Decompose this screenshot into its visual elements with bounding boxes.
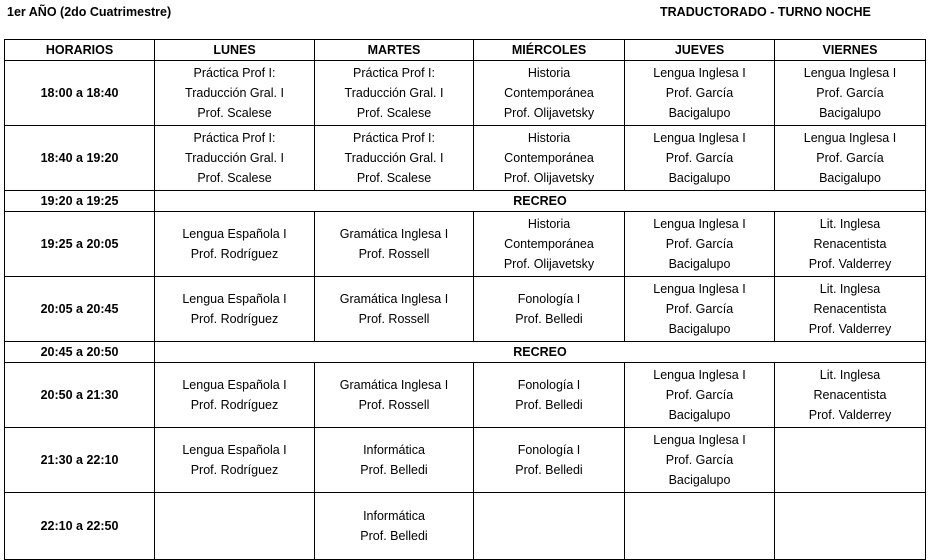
class-cell (474, 212, 625, 277)
class-cell (155, 277, 315, 342)
class-cell-line: Prof. Belledi (515, 463, 583, 477)
class-cell-line: Lengua Española I (182, 378, 287, 392)
class-cell-line: Renacentista (813, 302, 887, 316)
class-cell-line: Informática (363, 509, 425, 523)
class-cell (775, 493, 926, 560)
class-cell (474, 126, 625, 191)
class-cell-line: Prof. García (816, 86, 884, 100)
class-cell (315, 277, 474, 342)
class-cell-line: Lit. Inglesa (819, 217, 881, 231)
time-slot: 20:45 a 20:50 (5, 342, 155, 363)
class-cell-line: Gramática Inglesa I (339, 292, 449, 306)
class-cell-line: Prof. Rodríguez (190, 398, 279, 412)
class-cell-line: Prof. García (665, 86, 734, 100)
class-cell-line: Prof. Scalese (356, 106, 432, 120)
class-cell-line: Prof. Rodríguez (190, 463, 279, 477)
class-cell-line: Historia (527, 131, 571, 145)
class-cell-line: Traducción Gral. I (185, 86, 284, 100)
class-cell-line: Lit. Inglesa (819, 282, 881, 296)
class-cell (155, 428, 315, 493)
time-slot: 20:50 a 21:30 (5, 363, 155, 428)
class-cell-line: Lengua Inglesa I (803, 131, 897, 145)
class-cell-line: Prof. Belledi (360, 529, 428, 543)
class-cell-line: Historia (527, 217, 571, 231)
class-cell-line: Prof. Rossell (358, 312, 430, 326)
time-slot: 18:40 a 19:20 (5, 126, 155, 191)
class-cell-line: Prof. Rossell (358, 247, 430, 261)
class-cell-line: Lengua Española I (182, 292, 287, 306)
table-row (5, 363, 926, 428)
class-cell (775, 428, 926, 493)
class-cell (474, 363, 625, 428)
col-header-horarios: HORARIOS (5, 40, 155, 61)
class-cell (155, 61, 315, 126)
class-cell-line: Prof. Scalese (356, 171, 432, 185)
table-row (5, 493, 926, 560)
table-row (5, 277, 926, 342)
class-cell-line: Informática (363, 443, 425, 457)
table-row (5, 342, 926, 363)
class-cell (315, 363, 474, 428)
class-cell (625, 61, 775, 126)
class-cell-line: Prof. Rodríguez (190, 247, 279, 261)
class-cell (474, 277, 625, 342)
time-slot: 22:10 a 22:50 (5, 493, 155, 560)
class-cell-line: Bacigalupo (668, 322, 731, 336)
class-cell-line: Lit. Inglesa (819, 368, 881, 382)
class-cell-line: Lengua Española I (182, 227, 287, 241)
class-cell-line: Bacigalupo (819, 171, 881, 185)
class-cell-line: Prof. García (665, 453, 734, 467)
time-slot: 19:20 a 19:25 (5, 191, 155, 212)
class-cell-line: Lengua Inglesa I (653, 282, 746, 296)
class-cell-line: Prof. Rodríguez (190, 312, 279, 326)
class-cell-line: Prof. Rossell (358, 398, 430, 412)
class-cell-line: Prof. García (816, 151, 884, 165)
class-cell-line: Prof. García (665, 237, 734, 251)
schedule-title: 1er AÑO (2do Cuatrimestre) (7, 5, 172, 19)
class-cell-line: Prof. Olijavetsky (503, 257, 595, 271)
class-cell (155, 212, 315, 277)
class-cell (775, 277, 926, 342)
class-cell-line: Lengua Española I (182, 443, 287, 457)
time-slot: 19:25 a 20:05 (5, 212, 155, 277)
class-cell-line: Bacigalupo (668, 473, 731, 487)
class-cell-line: Prof. Valderrey (808, 322, 892, 336)
col-header-martes: MARTES (315, 40, 474, 61)
class-cell-line: Renacentista (813, 388, 887, 402)
class-cell (155, 363, 315, 428)
class-cell (775, 212, 926, 277)
class-cell-line: Lengua Inglesa I (653, 131, 746, 145)
class-cell-line: Lengua Inglesa I (653, 368, 746, 382)
col-header-miercoles: MIÉRCOLES (474, 40, 625, 61)
class-cell-line: Prof. Olijavetsky (503, 106, 595, 120)
class-cell-line: Prof. Belledi (360, 463, 428, 477)
col-header-jueves: JUEVES (625, 40, 775, 61)
table-row (5, 428, 926, 493)
class-cell-line: Traducción Gral. I (344, 151, 444, 165)
class-cell-line: Prof. García (665, 151, 734, 165)
class-cell (775, 126, 926, 191)
class-cell (155, 493, 315, 560)
class-cell-line: Bacigalupo (668, 408, 731, 422)
class-cell-line: Bacigalupo (668, 106, 731, 120)
class-cell (625, 212, 775, 277)
table-row (5, 61, 926, 126)
class-cell (625, 428, 775, 493)
break-cell: RECREO (155, 342, 926, 363)
class-cell (315, 428, 474, 493)
class-cell-line: Contemporánea (504, 151, 594, 165)
class-cell-line: Lengua Inglesa I (803, 66, 897, 80)
class-cell-line: Fonología I (517, 378, 581, 392)
class-cell (474, 493, 625, 560)
class-cell (315, 493, 474, 560)
class-cell-line: Lengua Inglesa I (653, 433, 746, 447)
class-cell (625, 363, 775, 428)
class-cell (625, 126, 775, 191)
class-cell-line: Lengua Inglesa I (653, 217, 746, 231)
class-cell-line: Fonología I (517, 443, 581, 457)
class-cell-line: Contemporánea (504, 86, 594, 100)
class-cell-line: Prof. García (665, 388, 734, 402)
class-cell (315, 61, 474, 126)
class-cell (775, 363, 926, 428)
class-cell-line: Traducción Gral. I (185, 151, 284, 165)
class-cell-line: Prof. García (665, 302, 734, 316)
table-row (5, 191, 926, 212)
class-cell-line: Contemporánea (504, 237, 594, 251)
class-cell-line: Traducción Gral. I (344, 86, 444, 100)
class-cell-line: Prof. Valderrey (808, 257, 892, 271)
class-cell-line: Gramática Inglesa I (339, 227, 449, 241)
class-cell (474, 61, 625, 126)
schedule-table (4, 39, 926, 560)
col-header-lunes: LUNES (155, 40, 315, 61)
table-row (5, 212, 926, 277)
class-cell-line: Gramática Inglesa I (339, 378, 449, 392)
class-cell-line: Práctica Prof I: (193, 131, 276, 145)
class-cell (775, 61, 926, 126)
class-cell (315, 126, 474, 191)
class-cell-line: Historia (527, 66, 571, 80)
class-cell-line: Prof. Belledi (515, 398, 583, 412)
class-cell (625, 493, 775, 560)
class-cell-line: Práctica Prof I: (353, 131, 435, 145)
class-cell-line: Bacigalupo (668, 171, 731, 185)
table-row (5, 126, 926, 191)
class-cell-line: Bacigalupo (819, 106, 881, 120)
time-slot: 18:00 a 18:40 (5, 61, 155, 126)
class-cell-line: Prof. Olijavetsky (503, 171, 595, 185)
class-cell-line: Lengua Inglesa I (653, 66, 746, 80)
break-cell: RECREO (155, 191, 926, 212)
class-cell (474, 428, 625, 493)
class-cell-line: Prof. Valderrey (808, 408, 892, 422)
table-header-row (5, 40, 926, 61)
class-cell-line: Prof. Belledi (515, 312, 583, 326)
class-cell (155, 126, 315, 191)
program-title: TRADUCTORADO - TURNO NOCHE (660, 5, 871, 19)
class-cell-line: Bacigalupo (668, 257, 731, 271)
class-cell-line: Práctica Prof I: (353, 66, 435, 80)
class-cell-line: Prof. Scalese (197, 171, 272, 185)
class-cell-line: Prof. Scalese (197, 106, 272, 120)
class-cell (315, 212, 474, 277)
col-header-viernes: VIERNES (775, 40, 926, 61)
time-slot: 21:30 a 22:10 (5, 428, 155, 493)
class-cell-line: Práctica Prof I: (193, 66, 276, 80)
class-cell (625, 277, 775, 342)
class-cell-line: Fonología I (517, 292, 581, 306)
class-cell-line: Renacentista (813, 237, 887, 251)
time-slot: 20:05 a 20:45 (5, 277, 155, 342)
